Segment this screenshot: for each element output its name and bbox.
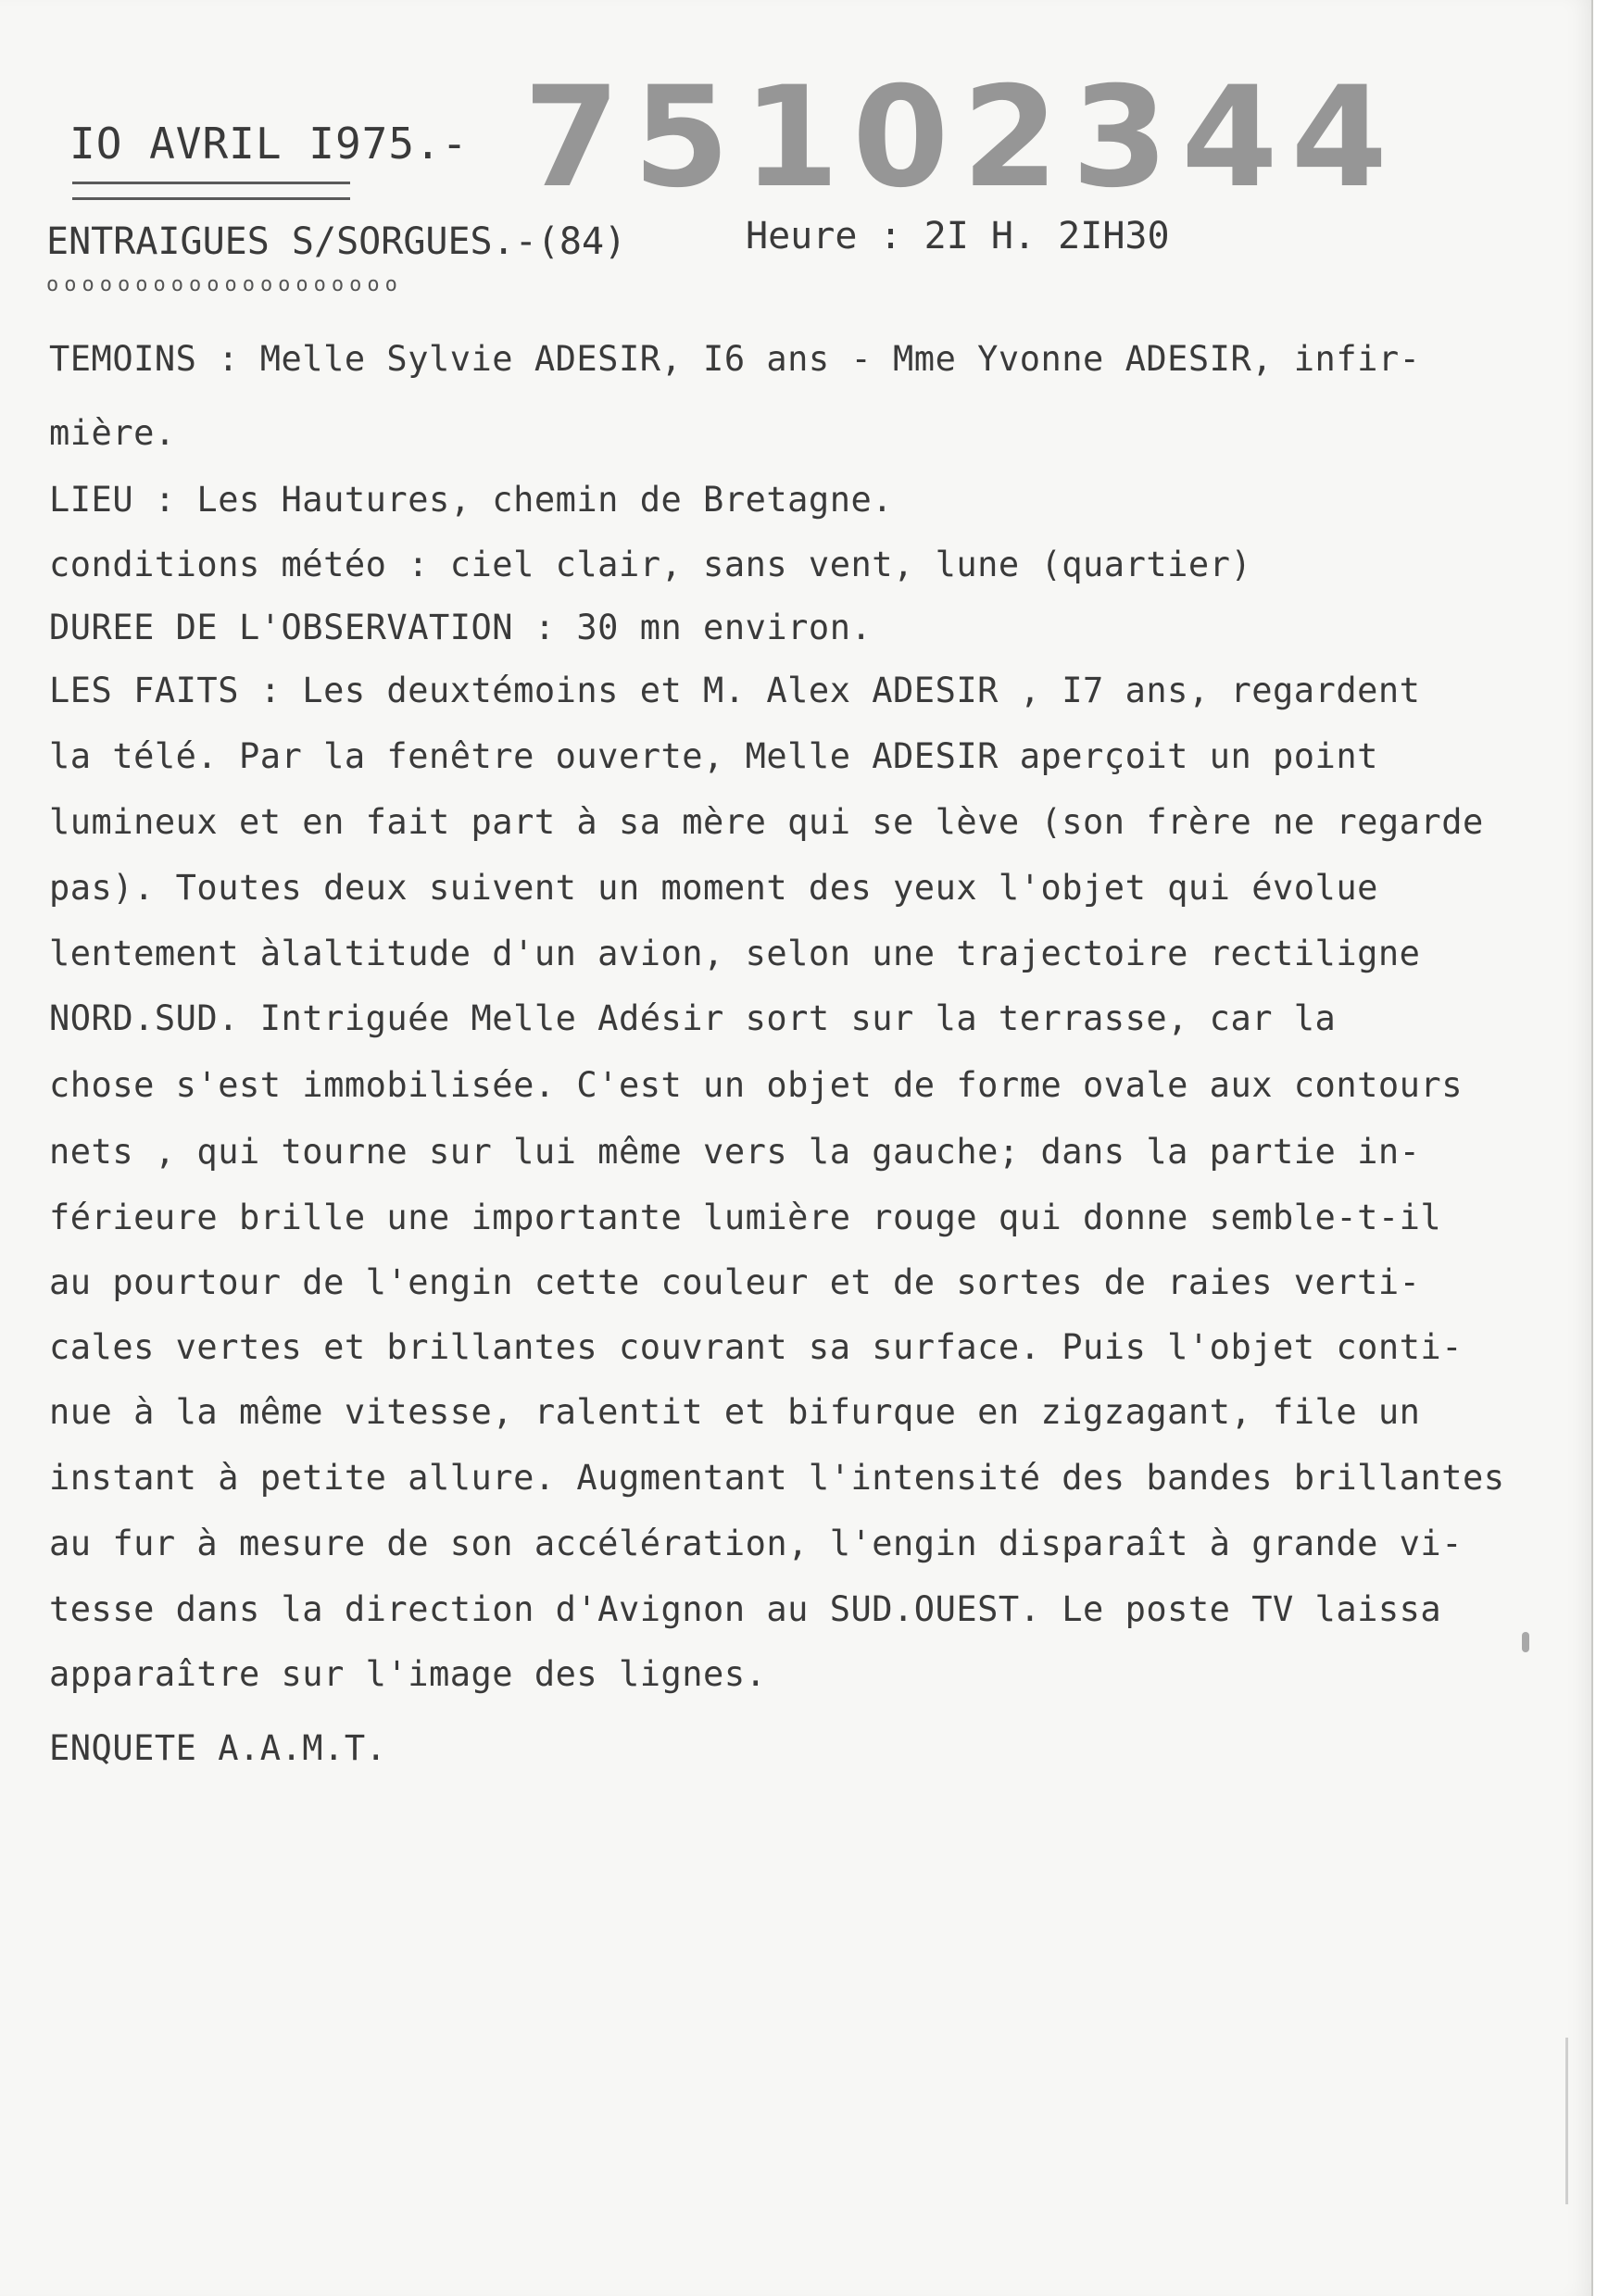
text-line: LIEU : Les Hautures, chemin de Bretagne. xyxy=(49,480,894,520)
text-line: TEMOINS : Melle Sylvie ADESIR, I6 ans - Mme Yvonne ADESIR, infir- xyxy=(49,339,1421,379)
text-line: lumineux et en fait part à sa mère qui se lève (son frère ne regarde xyxy=(49,802,1484,842)
text-line: lentement àlaltitude d'un avion, selon une trajectoire rectiligne xyxy=(49,934,1421,973)
date-underline xyxy=(72,182,350,200)
text-line: cales vertes et brillantes couvrant sa surface. Puis l'objet conti- xyxy=(49,1327,1463,1367)
text-line: ENQUETE A.A.M.T. xyxy=(49,1728,387,1768)
text-line: NORD.SUD. Intriguée Melle Adésir sort sur la terrasse, car la xyxy=(49,998,1337,1038)
text-line: pas). Toutes deux suivent un moment des yeux l'objet qui évolue xyxy=(49,868,1378,908)
text-line: au pourtour de l'engin cette couleur et de sortes de raies verti- xyxy=(49,1262,1421,1302)
dotted-separator: oooooooooooooooooooo xyxy=(46,273,403,296)
text-line: instant à petite allure. Augmentant l'intensité des bandes brillantes xyxy=(49,1458,1505,1498)
text-line: chose s'est immobilisée. C'est un objet de forme ovale aux contours xyxy=(49,1065,1463,1105)
text-line: mière. xyxy=(49,413,176,453)
paper-blemish xyxy=(1522,1632,1529,1652)
text-line: la télé. Par la fenêtre ouverte, Melle ADESIR aperçoit un point xyxy=(49,736,1378,776)
text-line: au fur à mesure de son accélération, l'engin disparaît à grande vi- xyxy=(49,1524,1463,1563)
text-line: DUREE DE L'OBSERVATION : 30 mn environ. xyxy=(49,608,873,647)
text-line: apparaître sur l'image des lignes. xyxy=(49,1654,767,1694)
edge-shadow-mark xyxy=(1565,2038,1568,2204)
text-line: nue à la même vitesse, ralentit et bifurque en zigzagant, file un xyxy=(49,1392,1421,1432)
text-line: tesse dans la direction d'Avignon au SUD.OUEST. Le poste TV laissa xyxy=(49,1589,1442,1629)
location-heading: ENTRAIGUES S/SORGUES.-(84) xyxy=(46,220,627,263)
text-line: LES FAITS : Les deuxtémoins et M. Alex ADESIR , I7 ans, regardent xyxy=(49,671,1421,710)
archive-number-stamp: 75102344 xyxy=(523,57,1401,219)
time-heading: Heure : 2I H. 2IH30 xyxy=(746,215,1170,257)
text-line: nets , qui tourne sur lui même vers la gauche; dans la partie in- xyxy=(49,1132,1421,1172)
text-line: férieure brille une importante lumière rouge qui donne semble-t-il xyxy=(49,1198,1442,1237)
text-line: conditions météo : ciel clair, sans vent, lune (quartier) xyxy=(49,545,1252,584)
report-date: IO AVRIL I975.- xyxy=(69,119,469,169)
